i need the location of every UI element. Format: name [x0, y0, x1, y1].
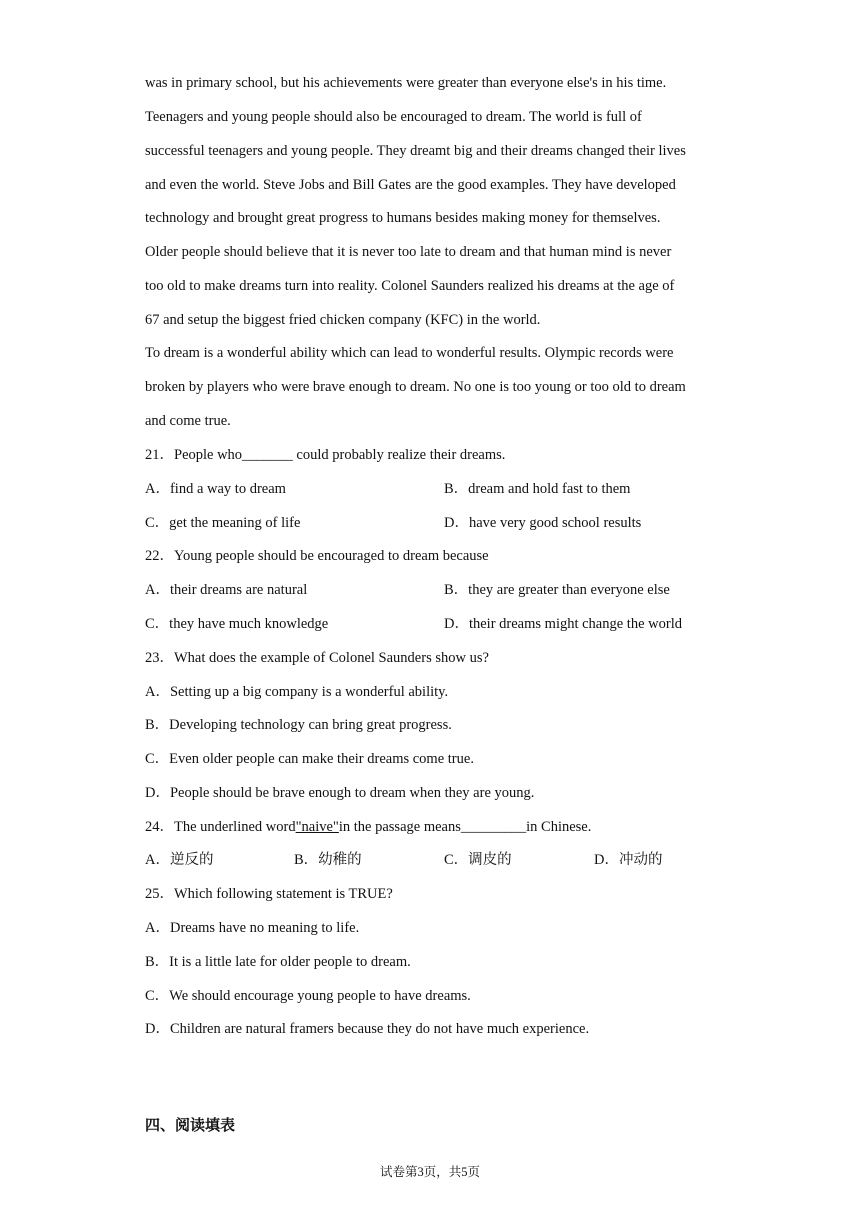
passage-line: To dream is a wonderful ability which can lead to wonderful results. Olympic records were [145, 345, 674, 361]
passage-line: and even the world. Steve Jobs and Bill Gates are the good examples. They have developed [145, 177, 676, 193]
question-24-stem [145, 818, 591, 836]
option-25-a[interactable]: A．Dreams have no meaning to life. [145, 920, 360, 936]
question-23-stem: 23．What does the example of Colonel Saunders show us? [145, 650, 489, 666]
option-22-a[interactable]: A．their dreams are natural [145, 582, 308, 598]
passage-line: successful teenagers and young people. They dreamt big and their dreams changed their lives [145, 143, 686, 159]
option-24-a[interactable]: A．逆反的 [145, 852, 214, 868]
passage-line: Older people should believe that it is never too late to dream and that human mind is never [145, 244, 672, 260]
passage-line: Teenagers and young people should also be encouraged to dream. The world is full of [145, 109, 642, 125]
option-23-c[interactable]: C．Even older people can make their dreams come true. [145, 751, 474, 767]
option-22-b[interactable]: B．they are greater than everyone else [444, 582, 670, 598]
passage-line: too old to make dreams turn into reality. Colonel Saunders realized his dreams at the age of [145, 278, 675, 294]
option-21-a[interactable]: A．find a way to dream [145, 481, 286, 497]
option-24-d[interactable]: D．冲动的 [594, 852, 663, 868]
option-21-c[interactable]: C．get the meaning of life [145, 515, 301, 531]
passage-line: was in primary school, but his achievements were greater than everyone else's in his time. [145, 75, 667, 91]
question-22-stem: 22．Young people should be encouraged to dream because [145, 548, 489, 564]
question-25-stem: 25．Which following statement is TRUE? [145, 886, 393, 902]
option-23-b[interactable]: B．Developing technology can bring great progress. [145, 717, 452, 733]
option-21-b[interactable]: B．dream and hold fast to them [444, 481, 631, 497]
option-23-a[interactable]: A．Setting up a big company is a wonderful ability. [145, 684, 449, 700]
option-24-b[interactable]: B．幼稚的 [294, 852, 362, 868]
underlined-word: "naive" [295, 819, 339, 835]
page-footer: 试卷第3页，共5页 [379, 1165, 480, 1179]
question-21-stem: 21．People who_______ could probably realize their dreams. [145, 447, 506, 463]
question-24-stem-pre: 24．The underlined word [145, 819, 296, 835]
option-23-d[interactable]: D．People should be brave enough to dream when they are young. [145, 785, 535, 801]
option-25-c[interactable]: C．We should encourage young people to have dreams. [145, 988, 471, 1004]
passage-line: and come true. [145, 413, 231, 429]
option-25-b[interactable]: B．It is a little late for older people to dream. [145, 954, 411, 970]
option-22-d[interactable]: D．their dreams might change the world [444, 616, 682, 632]
section-title: 四、阅读填表 [145, 1116, 236, 1134]
option-21-d[interactable]: D．have very good school results [444, 515, 642, 531]
option-24-c[interactable]: C．调皮的 [444, 852, 512, 868]
option-22-c[interactable]: C．they have much knowledge [145, 616, 329, 632]
passage-line: broken by players who were brave enough to dream. No one is too young or too old to dream [145, 379, 686, 395]
question-24-stem-post: in the passage means_________in Chinese. [338, 819, 592, 835]
passage-line: technology and brought great progress to humans besides making money for themselves. [145, 210, 661, 226]
passage-line: 67 and setup the biggest fried chicken company (KFC) in the world. [145, 312, 541, 328]
option-25-d[interactable]: D．Children are natural framers because they do not have much experience. [145, 1021, 590, 1037]
